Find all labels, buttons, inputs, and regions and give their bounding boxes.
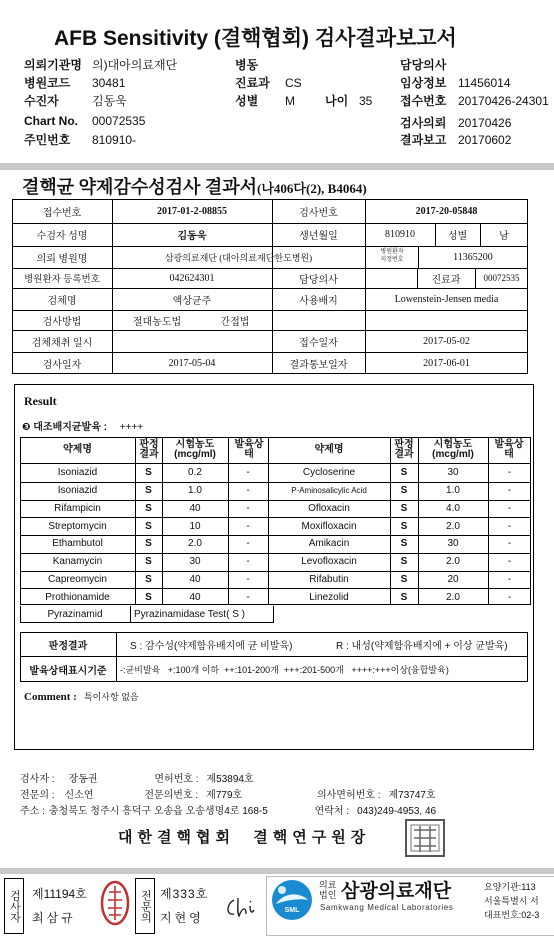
conc-value: 2.0 [446,520,460,532]
footer-brand: 삼광의료재단 [341,881,452,902]
info-label: 담당의사 [299,274,338,286]
header-field: 진료과 CS [235,76,302,90]
association-name: 대한결핵협회 결핵연구원장 [118,829,371,846]
footer-corp: 의료법인 [319,880,337,900]
conc-value: 30 [447,538,459,550]
drug-name: Rifabutin [309,573,349,585]
growth-line [22,418,143,433]
judge-value: S [145,556,152,568]
header-field: 의뢰기관명 의)대아의료재단 [24,58,178,72]
conc-value: 2.0 [446,591,460,603]
footer-spec [160,882,208,930]
section-divider [0,163,554,170]
growth-value: - [246,502,250,514]
spec-signature-icon [222,894,260,922]
info-label: 검체명 [47,295,77,307]
judge-value: S [145,538,152,550]
sml-logo-text: SML [284,907,300,914]
info-label: 병원환자 등록번호 [24,275,100,285]
judge-value: S [400,538,408,550]
info-label: 결과통보일자 [289,359,348,371]
col-judge: 판정결과 [394,439,414,460]
signer-line-3: 주소 : 충청북도 청주시 흥덕구 오송읍 오송생명4로 168-5 연락처 : 043)249-4953, 46 [20,806,437,817]
info-label: 의뢰 병원명 [36,253,88,265]
conc-value: 10 [189,520,201,532]
conc-value: 1.0 [446,485,460,497]
result-heading: Result [24,394,57,408]
grid-line [116,632,117,682]
header-field: 수진자 김동욱 [24,94,127,108]
col-drug: 약제명 [314,444,344,455]
reg-label-line: 병원환자 [380,249,404,255]
judge-value: S [145,520,152,532]
drug-name: Levofloxacin [301,556,357,568]
pza-value: Pyrazinamidase Test( S ) [134,609,245,620]
conc-value: 2.0 [446,556,460,568]
growth-value: - [246,520,250,532]
hosp-reg-no: 042624301 [169,272,215,284]
pza-drug: Pyrazinamid [47,609,103,620]
footer-tester-col: 검사자 [4,878,24,934]
header-field: 병원코드 30481 [24,76,126,90]
drug-name: Cycloserine [302,467,356,479]
reg-label [370,248,414,264]
drug-name: Prothionamide [45,591,110,603]
medium: Lowenstein-Jensen media [394,293,499,305]
page-title: AFB Sensitivity (결핵협회) 검사결과보고서 [54,27,457,50]
growth-value: ++++ [119,422,144,433]
signer-line-1: 검사자 : 장동권 면허번호 : 제53894호 [20,774,254,785]
dept-code: 00072535 [483,273,520,283]
growth-value: - [507,502,512,514]
info-label: 사용배지 [299,295,338,307]
judge-value: S [145,591,152,603]
growth-value: - [246,591,250,603]
method-2: 간접법 [220,316,250,328]
hospital-name: 삼광의료재단 (대아의료재단한도병원) [164,252,313,263]
patient-name: 김동욱 [177,231,207,242]
signer-line-2: 전문의 : 신소연 전문의번호 : 제779호 의사면허번호 : 제73747호 [20,790,436,801]
judge-value: S [145,485,152,497]
footer-tester [32,882,87,930]
conc-value: 4.0 [446,502,460,514]
conc-value: 30 [189,556,201,568]
judge-value: S [400,502,408,514]
info-label: 생년월일 [299,231,338,242]
drug-name: P-Aminosalicylic Acid [291,486,367,496]
drug-name: Streptomycin [48,520,107,532]
judge-value: S [400,520,408,532]
drug-name: Kanamycin [52,556,103,568]
header-field: Chart No. 00072535 [24,114,146,128]
col-conc: 시험농도(mcg/ml) [174,439,216,460]
growth-value: - [507,467,512,479]
judge-value: S [145,502,152,514]
footer-brand-en: Samkwang Medical Laboratories [320,903,454,912]
col-judge: 판정결과 [139,439,159,460]
drug-name: Rifampicin [54,502,101,514]
report-title: 결핵균 약제감수성검사 결과서(나406다(2), B4064) [22,177,367,197]
info-label: 성별 [447,231,468,242]
drug-name: Ofloxacin [308,502,350,514]
info-label: 수검자 성명 [36,231,88,242]
doctor [365,268,417,288]
col-growth: 발육상태 [494,439,524,460]
growth-label: 대조배지균발육 : [33,422,107,433]
growth-legend: -:균비발육 +:100개 이하 ++:101-200개 +++:201-500개 ++++:+++이상(융합발육) [120,664,449,675]
conc-value: 0.2 [188,467,202,479]
header-left-fields [24,56,194,149]
drug-name: Capreomycin [48,573,107,585]
header-field: 임상정보 11456014 [400,76,511,90]
tester-no: 제11194호 [32,887,87,901]
header-right-fields [400,56,554,149]
spec-name: 지현영 [160,911,204,925]
collect-date [112,330,272,352]
judge-value: S [400,573,408,585]
drug-name: Amikacin [308,538,350,550]
grid-line [130,606,131,623]
tester-seal [100,880,130,926]
reported-date: 2017-06-01 [423,357,470,369]
growth-value: - [246,573,250,585]
drug-name: Isoniazid [57,485,98,497]
info-label: 진료과 [431,274,461,286]
dob: 810910 [385,229,415,240]
info-label: 접수일자 [299,337,338,349]
drug-name: Linezolid [309,591,349,603]
info-label: 접수번호 [42,207,82,219]
legend-label: 판정결과 [48,640,88,652]
growth-value: - [507,556,512,568]
growth-value: - [507,573,512,585]
tester-name: 최삼규 [32,911,76,925]
conc-value: 20 [447,573,459,585]
sml-logo-icon [270,878,314,922]
col-conc: 시험농도(mcg/ml) [432,439,474,460]
growth-value: - [507,538,512,550]
drug-name: Isoniazid [57,467,98,479]
footer-spec-col: 전문의 [135,878,155,934]
header-field: 접수번호 20170426-24301 [400,94,549,108]
test-no: 2017-20-05848 [415,205,478,217]
growth-value: - [507,520,512,532]
legend-s: S : 감수성(약제함유배지에 균 비발육) [130,640,293,652]
reg-no: 11365200 [453,251,493,263]
conc-value: 40 [189,502,201,514]
judge-value: S [145,573,152,585]
judge-value: S [400,485,408,497]
growth-value: - [246,485,250,497]
judge-value: S [400,467,408,479]
info-label: 검사일자 [42,359,82,371]
header-field: 담당의사 [400,58,447,72]
sex: 남 [499,231,509,242]
growth-value: - [246,467,250,479]
info-label: 검체채취 일시 [31,337,93,349]
header-field: 병동 [235,58,259,72]
comment-text: 특이사항 없음 [83,692,139,702]
receipt-no: 2017-01-2-08855 [157,205,227,217]
legend-r: R : 내성(약제함유배지에 + 이상 균발육) [336,640,508,652]
method-1: 절대농도법 [132,316,182,328]
growth-value: - [246,556,250,568]
comment-label: Comment : [24,691,77,703]
judge-value: S [145,467,152,479]
footer-divider [0,868,554,874]
bullet-icon: ❸ [22,422,31,433]
association-seal [404,818,446,858]
judge-value: S [400,556,408,568]
header-mid-fields [235,56,395,110]
footer-right-info: 요양기관:113 서울특별시 서 대표번호:02-3 [484,882,540,920]
header-field: 성별 M 나이 35 [235,94,373,108]
reg-label-line: 지정번호 [380,257,404,263]
info-label: 검사번호 [299,207,338,219]
conc-value: 1.0 [188,485,202,497]
conc-value: 40 [189,591,201,603]
received-date: 2017-05-02 [423,335,470,347]
growth-value: - [246,538,250,550]
col-drug: 약제명 [63,444,92,455]
growth-value: - [507,591,512,603]
drug-name: Moxifloxacin [301,520,357,532]
header-field: 주민번호 810910- [24,133,137,147]
specimen: 액상균주 [172,295,212,307]
conc-value: 40 [189,573,201,585]
header-field: 검사의뢰 20170426 [400,116,512,130]
tested-date: 2017-05-04 [168,357,216,369]
judge-value: S [400,591,408,603]
info-label: 검사방법 [42,316,82,328]
comment [24,690,139,703]
col-growth: 발육상태 [234,439,264,460]
conc-value: 2.0 [188,538,202,550]
spec-no: 제333호 [160,887,209,901]
drug-name: Ethambutol [52,538,103,550]
header-field: 결과보고 20170602 [400,133,512,147]
conc-value: 30 [447,467,459,479]
signer-block [20,770,540,818]
growth-value: - [507,485,512,497]
growth-legend-label: 발육상태표시기준 [29,665,107,677]
